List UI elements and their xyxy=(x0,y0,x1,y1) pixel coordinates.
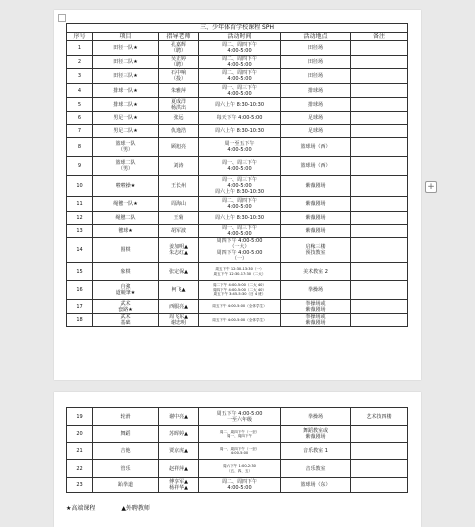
cell-item: 象棋 xyxy=(93,263,159,281)
cell-time: 周四下午 4:00-5:00 （一大） 周四下午 4:00-5:00 （一） xyxy=(199,238,281,263)
cell-note xyxy=(351,125,408,138)
cell-teacher: 傅享军▲ 杨祥华▲ xyxy=(159,478,199,493)
cell-no: 13 xyxy=(67,225,93,238)
cell-teacher: 顾旭亮 xyxy=(159,138,199,157)
cell-time: 周六上午 8:30-10:30 xyxy=(199,125,281,138)
cell-item: 男足二队★ xyxy=(93,125,159,138)
cell-note xyxy=(351,443,408,460)
table-row xyxy=(67,408,408,426)
title-row xyxy=(67,24,408,33)
cell-teacher: 朱雅萍 xyxy=(159,84,199,98)
cell-time: 周二、周四下午 4:00-5:00 xyxy=(199,197,281,212)
table-row xyxy=(67,212,408,225)
header-row xyxy=(67,33,408,41)
header-place: 活动地点 xyxy=(281,33,351,41)
add-icon[interactable]: + xyxy=(425,181,437,193)
cell-place: 紫薇剧场 xyxy=(281,197,351,212)
cell-item: 排球一队★ xyxy=(93,84,159,98)
cell-teacher: 吴正婷 （聘） xyxy=(159,56,199,69)
table-row xyxy=(67,112,408,125)
table-row xyxy=(67,138,408,157)
cell-no: 6 xyxy=(67,112,93,125)
cell-item: 男足一队★ xyxy=(93,112,159,125)
cell-item: 篮球二队 （男） xyxy=(93,157,159,176)
document-page-1 xyxy=(54,10,421,380)
table-row xyxy=(67,125,408,138)
cell-no: 3 xyxy=(67,69,93,84)
cell-teacher: 赵祥萍▲ xyxy=(159,460,199,478)
cell-note xyxy=(351,426,408,443)
table-row xyxy=(67,460,408,478)
header-item: 项目 xyxy=(93,33,159,41)
table-row xyxy=(67,84,408,98)
header-note: 备注 xyxy=(351,33,408,41)
cell-place: 排球场 xyxy=(281,84,351,98)
table-row xyxy=(67,300,408,314)
table-row xyxy=(67,238,408,263)
page-corner-mark xyxy=(58,14,66,22)
header-time: 活动时间 xyxy=(199,33,281,41)
document-page-2 xyxy=(54,392,421,527)
cell-no: 10 xyxy=(67,176,93,197)
cell-no: 20 xyxy=(67,426,93,443)
cell-teacher: 苏晖婷▲ xyxy=(159,426,199,443)
cell-no: 14 xyxy=(67,238,93,263)
cell-note xyxy=(351,238,408,263)
cell-teacher: 周海山 xyxy=(159,197,199,212)
cell-teacher: 谢中亮▲ xyxy=(159,408,199,426)
cell-teacher: 刘涛 xyxy=(159,157,199,176)
cell-note xyxy=(351,98,408,112)
cell-note xyxy=(351,212,408,225)
cell-note xyxy=(351,69,408,84)
cell-no: 21 xyxy=(67,443,93,460)
cell-item: 绳毽二队 xyxy=(93,212,159,225)
cell-no: 8 xyxy=(67,138,93,157)
cell-no: 2 xyxy=(67,56,93,69)
cell-place: 篮球场（西） xyxy=(281,157,351,176)
cell-item: 吉他 xyxy=(93,443,159,460)
table-row xyxy=(67,225,408,238)
cell-item: 舞蹈 xyxy=(93,426,159,443)
cell-teacher: 张远 xyxy=(159,112,199,125)
cell-note xyxy=(351,478,408,493)
cell-time: 周五下午 4:00-5:00（全体学生） xyxy=(199,314,281,327)
cell-note xyxy=(351,225,408,238)
legend-elite: ★高端课程 xyxy=(66,505,96,512)
table-title: 三、少年体育学校课程 SPH xyxy=(67,24,408,33)
cell-place: 拳操场 xyxy=(281,281,351,300)
cell-item: 武术 基础 xyxy=(93,314,159,327)
cell-note: 艺术技四楼 xyxy=(351,408,408,426)
cell-teacher: 张定保▲ xyxy=(159,263,199,281)
cell-item: 田径三队★ xyxy=(93,69,159,84)
cell-place: 紫薇剧场 xyxy=(281,176,351,197)
cell-time: 周一、周四下午（一至） 4:00-5:00 xyxy=(199,443,281,460)
cell-no: 12 xyxy=(67,212,93,225)
cell-no: 9 xyxy=(67,157,93,176)
header-no: 序号 xyxy=(67,33,93,41)
cell-time: 周一、周三下午 4:00-5:00 xyxy=(199,225,281,238)
cell-time: 周六下午 1:00-2:30 （五、四、五） xyxy=(199,460,281,478)
cell-time: 周一至五下午 4:00-5:00 xyxy=(199,138,281,157)
cell-time: 周五下午 12:30-13:30（一） 周五下午 12:30-17:30（二大） xyxy=(199,263,281,281)
cell-no: 4 xyxy=(67,84,93,98)
table-row xyxy=(67,314,408,327)
cell-time: 周二、周四下午 4:00-5:00 xyxy=(199,41,281,56)
cell-place: 拳操场 xyxy=(281,408,351,426)
table-row xyxy=(67,98,408,112)
table-row xyxy=(67,443,408,460)
cell-time: 周五下午 4:00-5:00 一至六年级 xyxy=(199,408,281,426)
table-row xyxy=(67,478,408,493)
cell-note xyxy=(351,197,408,212)
cell-time: 周一、周三下午 4:00-5:00 周六上午 8:30-10:30 xyxy=(199,176,281,197)
cell-no: 5 xyxy=(67,98,93,112)
cell-place: 紫薇剧场 xyxy=(281,212,351,225)
cell-place: 音乐教室 xyxy=(281,460,351,478)
cell-time: 周五下午 4:00-5:00（全体学生） xyxy=(199,300,281,314)
cell-teacher: 夏成洋 杨洪出 xyxy=(159,98,199,112)
cell-place: 田径场 xyxy=(281,41,351,56)
table-row xyxy=(67,281,408,300)
cell-place: 田径场 xyxy=(281,56,351,69)
table-row xyxy=(67,197,408,212)
cell-note xyxy=(351,263,408,281)
cell-item: 毽球★ xyxy=(93,225,159,238)
legend xyxy=(66,503,174,512)
cell-place: 舞蹈教室或 紫薇剧场 xyxy=(281,426,351,443)
cell-item: 自強 道競筆★ xyxy=(93,281,159,300)
cell-note xyxy=(351,300,408,314)
cell-no: 16 xyxy=(67,281,93,300)
cell-item: 啦啦操★ xyxy=(93,176,159,197)
cell-item: 绳毽一队★ xyxy=(93,197,159,212)
cell-item: 篮球一队 （男） xyxy=(93,138,159,157)
cell-note xyxy=(351,314,408,327)
cell-place: 足球场 xyxy=(281,112,351,125)
table-row xyxy=(67,176,408,197)
cell-teacher: 周飞东▲ 谢忠明 xyxy=(159,314,199,327)
course-table-continued xyxy=(66,407,408,493)
cell-time: 周二、周四下午 4:00-5:00 xyxy=(199,56,281,69)
cell-teacher: 姜加明▲ 朱志红▲ xyxy=(159,238,199,263)
cell-teacher: 仇逸浩 xyxy=(159,125,199,138)
cell-place: 美术教室 2 xyxy=(281,263,351,281)
cell-note xyxy=(351,84,408,98)
cell-time: 周二、周四下午（一至） 周一、周四下午 xyxy=(199,426,281,443)
cell-place: 拳操场或 紫薇剧场 xyxy=(281,300,351,314)
cell-item: 田径二队★ xyxy=(93,56,159,69)
cell-note xyxy=(351,138,408,157)
cell-time: 周一、周三下午 4:00-5:00 xyxy=(199,157,281,176)
cell-time: 周二、周四下午 4:00-5:00 xyxy=(199,69,281,84)
cell-no: 18 xyxy=(67,314,93,327)
cell-note xyxy=(351,157,408,176)
cell-no: 19 xyxy=(67,408,93,426)
cell-teacher: 贾京虎▲ xyxy=(159,443,199,460)
cell-place: 篮球场（西） xyxy=(281,138,351,157)
cell-item: 武术 套路★ xyxy=(93,300,159,314)
cell-item: 轮滑 xyxy=(93,408,159,426)
cell-teacher: 柯飞▲ xyxy=(159,281,199,300)
cell-note xyxy=(351,56,408,69)
table-row xyxy=(67,69,408,84)
cell-place: 排球场 xyxy=(281,98,351,112)
cell-teacher: 石中响 （投） xyxy=(159,69,199,84)
table-row xyxy=(67,157,408,176)
table-row xyxy=(67,263,408,281)
cell-no: 1 xyxy=(67,41,93,56)
cell-no: 7 xyxy=(67,125,93,138)
cell-no: 23 xyxy=(67,478,93,493)
cell-teacher: 胡军波 xyxy=(159,225,199,238)
cell-time: 周二、周四下午 4:00-5:00 xyxy=(199,478,281,493)
table-row xyxy=(67,56,408,69)
cell-time: 周二下午 4:00-5:00（二大 40） 周四下午 4:00-5:00（二大 40） 周五下午 3:45-5:30（日 4 班） xyxy=(199,281,281,300)
cell-place: 音乐教室 1 xyxy=(281,443,351,460)
cell-no: 22 xyxy=(67,460,93,478)
table-row xyxy=(67,426,408,443)
cell-time: 周一、周三下午 4:00-5:00 xyxy=(199,84,281,98)
cell-note xyxy=(351,281,408,300)
cell-teacher: 西服亮▲ xyxy=(159,300,199,314)
cell-place: 启稼三楼 预技教室 xyxy=(281,238,351,263)
cell-item: 跆拳道 xyxy=(93,478,159,493)
cell-item: 围棋 xyxy=(93,238,159,263)
cell-note xyxy=(351,460,408,478)
cell-note xyxy=(351,176,408,197)
cell-teacher: 孔嘉辉 （聘） xyxy=(159,41,199,56)
cell-item: 排球二队★ xyxy=(93,98,159,112)
course-table xyxy=(66,23,408,327)
cell-place: 拳操场或 紫薇剧场 xyxy=(281,314,351,327)
cell-place: 篮球场（东） xyxy=(281,478,351,493)
cell-no: 17 xyxy=(67,300,93,314)
cell-place: 田径场 xyxy=(281,69,351,84)
cell-place: 紫薇剧场 xyxy=(281,225,351,238)
cell-item: 管乐 xyxy=(93,460,159,478)
cell-note xyxy=(351,41,408,56)
cell-time: 每天下午 4:00-5:00 xyxy=(199,112,281,125)
cell-time: 周六上午 8:30-10:30 xyxy=(199,98,281,112)
cell-no: 15 xyxy=(67,263,93,281)
cell-teacher: 王长州 xyxy=(159,176,199,197)
cell-no: 11 xyxy=(67,197,93,212)
legend-external: ▲外聘教师 xyxy=(121,505,150,512)
cell-item: 田径一队★ xyxy=(93,41,159,56)
table-row xyxy=(67,41,408,56)
cell-place: 足球场 xyxy=(281,125,351,138)
header-teacher: 指导老师 xyxy=(159,33,199,41)
cell-time: 周六上午 8:30-10:30 xyxy=(199,212,281,225)
cell-note xyxy=(351,112,408,125)
cell-teacher: 王菊 xyxy=(159,212,199,225)
